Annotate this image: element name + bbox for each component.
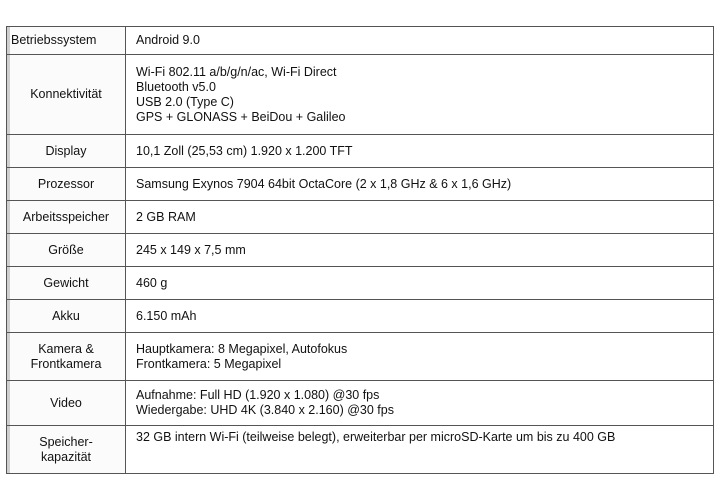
spec-label-text: Größe: [48, 242, 84, 257]
spec-label-text: Kamera &: [38, 341, 94, 356]
spec-value-text: 6.150 mAh: [136, 308, 197, 323]
table-row: [7, 135, 714, 168]
spec-label-processor: [7, 168, 126, 201]
table-row: [7, 234, 714, 267]
table-row: [7, 426, 714, 474]
table-row: [7, 55, 714, 135]
spec-value-text: 10,1 Zoll (25,53 cm) 1.920 x 1.200 TFT: [136, 143, 353, 158]
spec-value-text: Frontkamera: 5 Megapixel: [136, 356, 282, 371]
spec-label-text: kapazität: [40, 449, 92, 464]
spec-value-connectivity: [126, 55, 714, 135]
spec-value-text: USB 2.0 (Type C): [136, 94, 234, 109]
spec-label-text: Speicher-: [39, 434, 93, 449]
spec-label-size: [7, 234, 126, 267]
spec-label-text: Display: [45, 143, 87, 158]
spec-value-size: [126, 234, 714, 267]
spec-value-text: 2 GB RAM: [136, 209, 196, 224]
spec-label-connectivity: [7, 55, 126, 135]
spec-value-text: GPS + GLONASS + BeiDou + Galileo: [136, 109, 346, 124]
spec-label-memory: [7, 201, 126, 234]
spec-value-text: 32 GB intern Wi-Fi (teilweise belegt), erweiterbar per microSD-Karte um bis zu 400 GB: [136, 430, 616, 444]
table-row: [7, 168, 714, 201]
spec-value-memory: [126, 201, 714, 234]
spec-value-os: [126, 27, 714, 55]
spec-value-storage: [126, 426, 714, 474]
spec-label-os: [7, 27, 126, 55]
spec-value-text: 245 x 149 x 7,5 mm: [136, 242, 246, 257]
spec-label-text: Konnektivität: [30, 87, 102, 101]
table-row: [7, 381, 714, 426]
spec-value-text: Wi-Fi 802.11 a/b/g/n/ac, Wi-Fi Direct: [136, 64, 337, 79]
spec-value-battery: [126, 300, 714, 333]
spec-value-text: Hauptkamera: 8 Megapixel, Autofokus: [136, 341, 348, 356]
spec-label-video: [7, 381, 126, 426]
spec-label-camera: [7, 333, 126, 381]
spec-value-text: Bluetooth v5.0: [136, 79, 216, 94]
spec-value-text: Aufnahme: Full HD (1.920 x 1.080) @30 fps: [136, 388, 380, 402]
spec-label-text: Frontkamera: [30, 356, 102, 371]
spec-label-text: Akku: [52, 308, 80, 323]
spec-table: [6, 26, 714, 474]
spec-label-text: Arbeitsspeicher: [22, 209, 110, 224]
spec-value-processor: [126, 168, 714, 201]
spec-label-display: [7, 135, 126, 168]
spec-label-text: Prozessor: [37, 176, 95, 191]
table-row: [7, 300, 714, 333]
spec-label-text: Video: [50, 395, 82, 410]
table-row: [7, 27, 714, 55]
spec-label-battery: [7, 300, 126, 333]
spec-label-storage: [7, 426, 126, 474]
spec-value-camera: [126, 333, 714, 381]
spec-value-display: [126, 135, 714, 168]
table-row: [7, 333, 714, 381]
spec-value-video: [126, 381, 714, 426]
spec-value-weight: [126, 267, 714, 300]
spec-label-text: Gewicht: [43, 275, 89, 290]
spec-value-text: Android 9.0: [136, 33, 200, 47]
spec-label-text: Betriebssystem: [11, 33, 97, 47]
spec-value-text: 460 g: [136, 275, 168, 290]
spec-label-weight: [7, 267, 126, 300]
spec-value-text: Samsung Exynos 7904 64bit OctaCore (2 x 1,8 GHz & 6 x 1,6 GHz): [136, 176, 512, 191]
spec-value-text: Wiedergabe: UHD 4K (3.840 x 2.160) @30 fps: [136, 403, 394, 417]
table-row: [7, 201, 714, 234]
table-row: [7, 267, 714, 300]
